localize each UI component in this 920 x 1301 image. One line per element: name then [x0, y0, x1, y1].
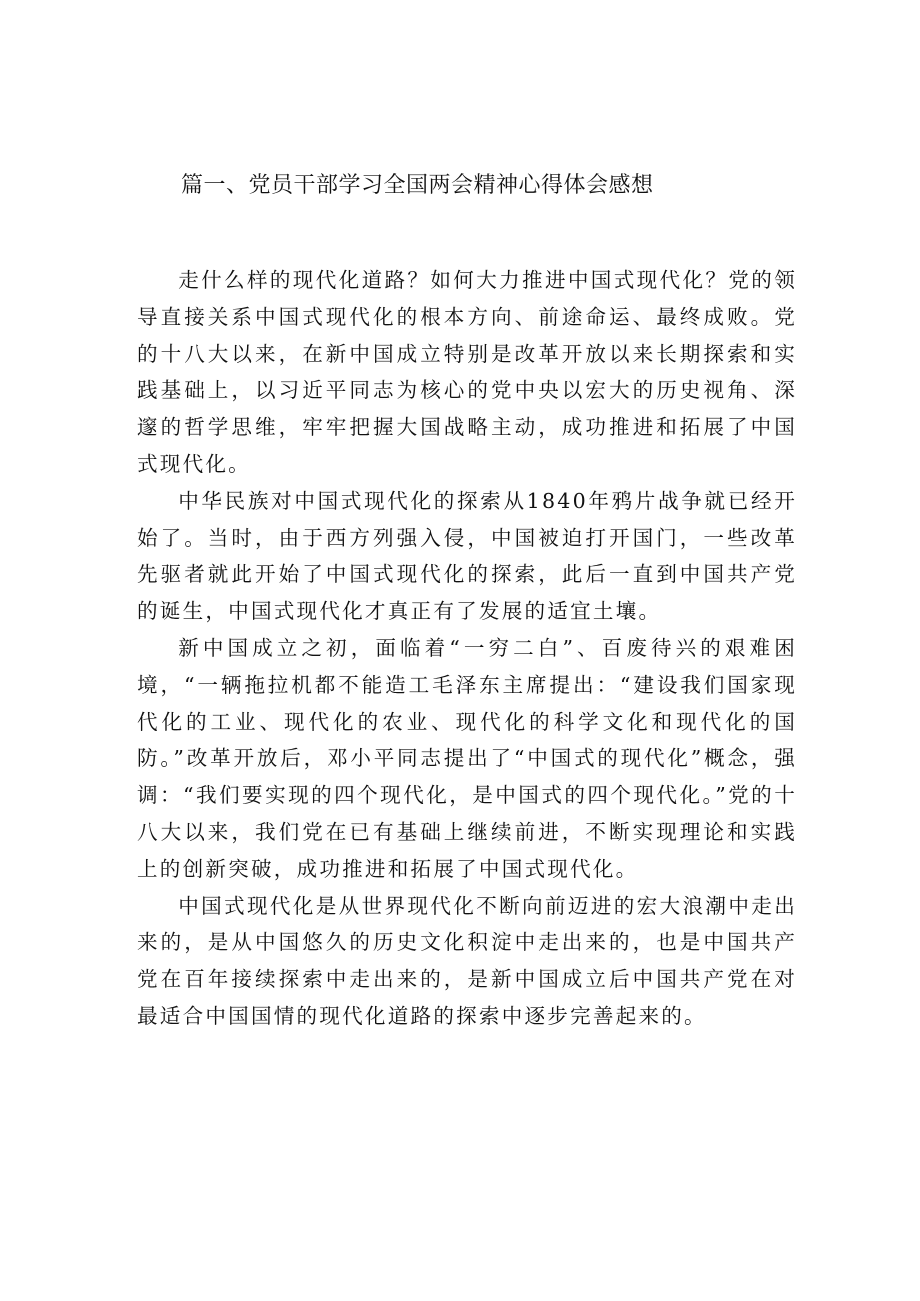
paragraph-4: 中国式现代化是从世界现代化不断向前迈进的宏大浪潮中走出来的，是从中国悠久的历史文化积淀中走出来的，也是中国共产党在百年接续探索中走出来的，是新中国成立后中国共产党在对最适合中国国情的现代化道路的探索中逐步完善起来的。	[137, 893, 797, 1028]
paragraph-1: 走什么样的现代化道路？如何大力推进中国式现代化？党的领导直接关系中国式现代化的根本方向、前途命运、最终成败。党的十八大以来，在新中国成立特别是改革开放以来长期探索和实践基础上，以习近平同志为核心的党中央以宏大的历史视角、深邃的哲学思维，牢牢把握大国战略主动，成功推进和拓展了中国式现代化。	[137, 268, 797, 476]
paragraph-2: 中华民族对中国式现代化的探索从1840年鸦片战争就已经开始了。当时，由于西方列强入侵，中国被迫打开国门，一些改革先驱者就此开始了中国式现代化的探索，此后一直到中国共产党的诞生，中国式现代化才真正有了发展的适宜土壤。	[137, 488, 797, 624]
document-title: 篇一、党员干部学习全国两会精神心得体会感想	[181, 173, 654, 198]
paragraph-3: 新中国成立之初，面临着“一穷二白”、百废待兴的艰难困境，“一辆拖拉机都不能造工毛泽东主席提出：“建设我们国家现代化的工业、现代化的农业、现代化的科学文化和现代化的国防。”改革开放后，邓小平同志提出了“中国式的现代化”概念，强调：“我们要实现的四个现代化，是中国式的四个现代化。”党的十八大以来，我们党在已有基础上继续前进，不断实现理论和实践上的创新突破，成功推进和拓展了中国式现代化。	[137, 635, 797, 881]
document-body	[137, 262, 797, 1035]
